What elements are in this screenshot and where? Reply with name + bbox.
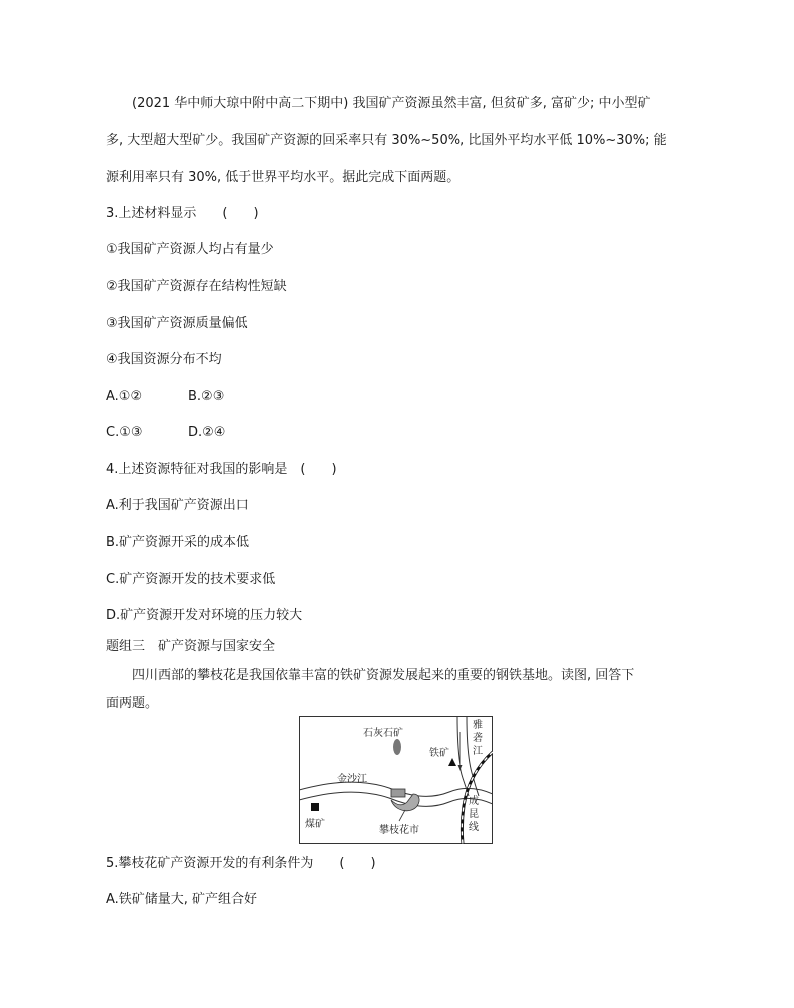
q3-item-3: ③我国矿产资源质量偏低 (106, 316, 248, 331)
passage-line-1: 四川西部的攀枝花是我国依靠丰富的铁矿资源发展起来的重要的钢铁基地。读图, 回答下 (132, 668, 635, 683)
label-yalong-1: 雅 (473, 720, 483, 731)
q4-option-b[interactable]: B.矿产资源开采的成本低 (106, 535, 250, 550)
q5-option-a[interactable]: A.铁矿储量大, 矿产组合好 (106, 892, 258, 907)
q3-item-1: ①我国矿产资源人均占有量少 (106, 242, 274, 257)
q3-item-4: ④我国资源分布不均 (106, 352, 222, 367)
label-jinsha: 金沙江 (337, 774, 367, 785)
q3-stem: 3.上述材料显示 ( ) (106, 206, 259, 221)
label-yalong-2: 砻 (473, 733, 483, 744)
label-iron: 铁矿 (429, 748, 449, 759)
q3-option-c[interactable]: C.①③ (106, 425, 143, 440)
q4-option-d[interactable]: D.矿产资源开发对环境的压力较大 (106, 608, 303, 623)
q5-stem: 5.攀枝花矿产资源开发的有利条件为 ( ) (106, 856, 376, 871)
q4-option-a[interactable]: A.利于我国矿产资源出口 (106, 498, 249, 513)
intro-line-2: 多, 大型超大型矿少。我国矿产资源的回采率只有 30%~50%, 比国外平均水平低 10%~30%; 能 (106, 133, 667, 148)
q3-option-b[interactable]: B.②③ (188, 389, 225, 404)
q3-item-2: ②我国矿产资源存在结构性短缺 (106, 279, 287, 294)
limestone-mine-symbol (393, 739, 401, 755)
coal-mine-symbol (311, 803, 319, 811)
q3-option-a[interactable]: A.①② (106, 389, 143, 404)
label-chengkun-3: 线 (469, 822, 479, 833)
label-city: 攀枝花市 (379, 825, 419, 836)
label-limestone: 石灰石矿 (363, 728, 403, 739)
label-chengkun-2: 昆 (469, 809, 479, 820)
q4-option-c[interactable]: C.矿产资源开发的技术要求低 (106, 572, 276, 587)
intro-line-3: 源利用率只有 30%, 低于世界平均水平。据此完成下面两题。 (106, 170, 460, 185)
q4-stem: 4.上述资源特征对我国的影响是 ( ) (106, 462, 337, 477)
q3-options-row-2 (106, 424, 226, 442)
q3-option-d[interactable]: D.②④ (188, 425, 226, 440)
label-yalong-3: 江 (473, 746, 483, 757)
section-title: 题组三 矿产资源与国家安全 (106, 639, 276, 654)
label-chengkun-1: 成 (469, 796, 479, 807)
city-block-symbol (391, 789, 405, 797)
intro-line-1: (2021 华中师大琼中附中高二下期中) 我国矿产资源虽然丰富, 但贫矿多, 富矿少; 中小型矿 (132, 96, 651, 111)
passage-line-2: 面两题。 (106, 696, 159, 711)
q3-options-row-1 (106, 388, 225, 406)
panzhihua-map (299, 716, 493, 844)
label-coal: 煤矿 (305, 819, 325, 830)
